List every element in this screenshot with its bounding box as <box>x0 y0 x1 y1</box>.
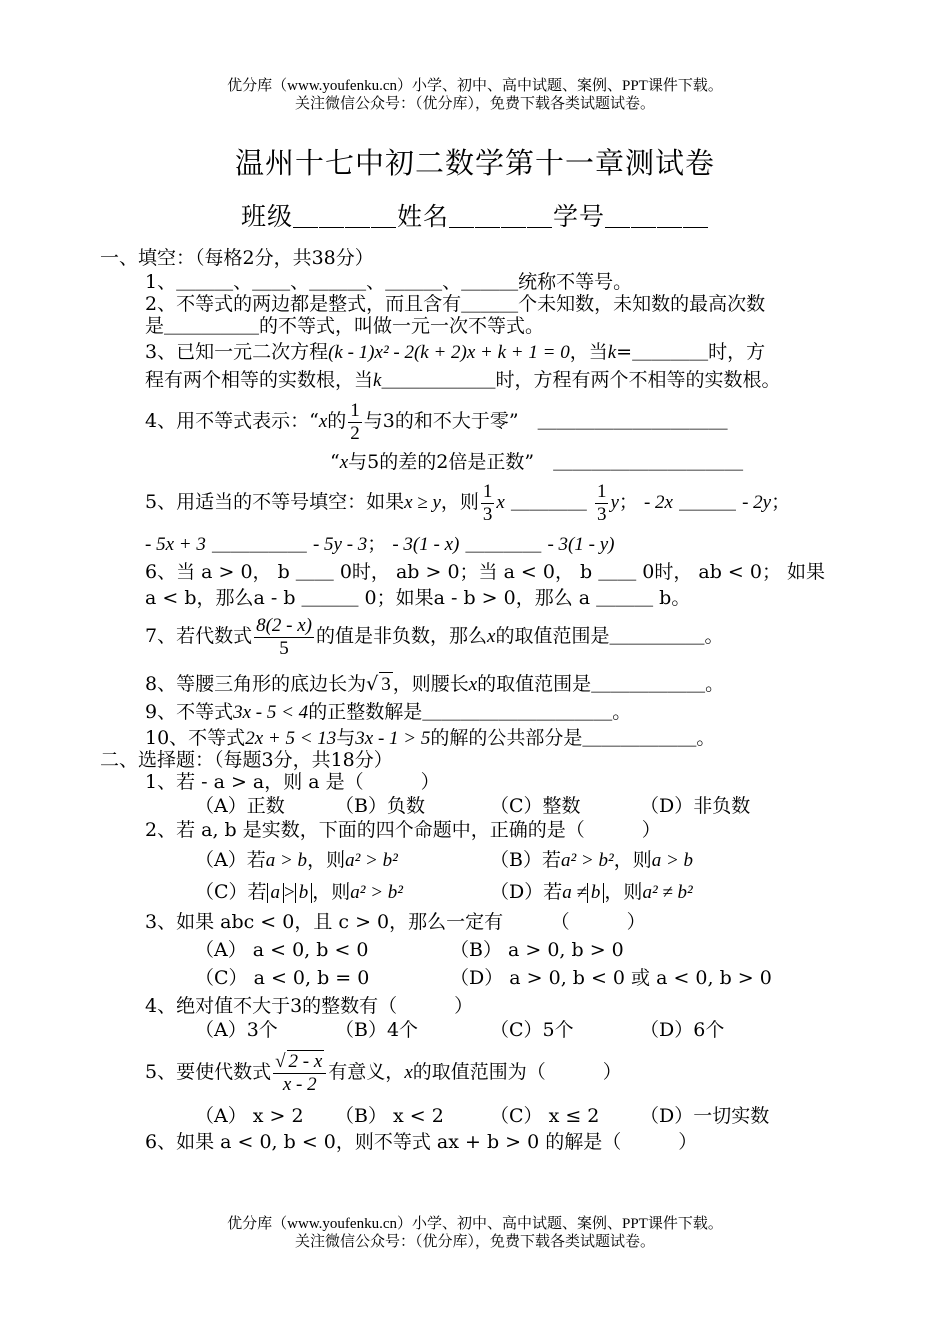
q2c-gt: > <box>284 882 295 903</box>
q2d-mid: ，则 <box>604 881 643 903</box>
q5-denominator-1: 3 <box>482 503 493 525</box>
fill-question-5-line-1 <box>145 478 790 527</box>
choice-2-option-d <box>490 880 693 905</box>
q5b-expr-4: - 3(1 - y) <box>547 534 615 555</box>
choice-4-option-c: （C）5个 <box>490 1019 574 1041</box>
q5-condition: x ≥ y <box>404 492 441 513</box>
q2c-result: a² > b² <box>350 882 403 903</box>
choice-1-option-b: （B）负数 <box>335 795 425 817</box>
choice-question-2: 2、若 a, b 是实数，下面的四个命题中，正确的是（ ） <box>145 819 661 841</box>
q5-x: x <box>496 492 505 513</box>
choice-1-option-a: （A）正数 <box>195 795 285 817</box>
choice-question-1: 1、若 - a > a，则 a 是（ ） <box>145 771 440 793</box>
fill-question-6-line-2: a < b，那么a - b ＿＿＿ 0；如果a - b > 0，那么 a ＿＿＿ b。 <box>145 587 691 609</box>
q9-inequality: 3x - 5 < 4 <box>233 702 309 723</box>
q5-fraction-2 <box>595 481 609 526</box>
q3-tail: =＿＿＿＿时，方 <box>616 341 766 363</box>
q5-sep-2: ； <box>771 491 791 513</box>
fill-question-8 <box>145 672 724 697</box>
q5-denominator-2: 3 <box>596 503 607 525</box>
q10-inequality-2: 3x - 1 > 5 <box>355 728 431 749</box>
q2b-cond: a² > b² <box>560 850 614 871</box>
choice-5-option-a: （A） x > 2 <box>195 1105 304 1127</box>
choice-question-5 <box>145 1046 622 1099</box>
q9-tail: 的正整数解是＿＿＿＿＿＿＿＿＿＿。 <box>308 701 632 723</box>
q5-then: ，则 <box>440 491 479 513</box>
q8-tail: 的取值范围是＿＿＿＿＿＿。 <box>477 673 725 695</box>
q2d-result: a² ≠ b² <box>642 882 693 903</box>
q3-equation: (k - 1)x² - 2(k + 2)x + k + 1 = 0 <box>328 342 570 363</box>
choice-5-option-d: （D）一切实数 <box>640 1105 770 1127</box>
q8-radicand: 3 <box>381 674 391 695</box>
q2a-mid: ，则 <box>307 849 346 871</box>
exam-title: 温州十七中初二数学第十一章测试卷 <box>234 146 715 180</box>
section-1-heading: 一、填空：（每格2分，共38分） <box>100 247 374 269</box>
q5-blank-1: ＿＿＿＿ <box>510 491 587 513</box>
q4b-x: x <box>339 452 349 473</box>
choice-4-option-b: （B）4个 <box>335 1019 419 1041</box>
q5-numerator-2: 1 <box>596 480 607 502</box>
q5c-radicand: 2 - x <box>288 1051 323 1072</box>
q5c-x: x <box>404 1062 413 1083</box>
fill-question-6-line-1: 6、当 a > 0， b ＿＿ 0时， ab > 0；当 a < 0， b ＿＿ 0时， ab < 0； 如果 <box>145 561 826 583</box>
q5c-denominator: x - 2 <box>282 1074 317 1095</box>
q4b-open: “ <box>330 451 340 473</box>
fill-question-7 <box>145 612 723 661</box>
choice-5-option-b: （B） x < 2 <box>335 1105 444 1127</box>
q3b-tail: ＿＿＿＿＿＿时，方程有两个不相等的实数根。 <box>381 369 781 391</box>
q4-numerator: 1 <box>350 399 360 421</box>
choice-question-4: 4、绝对值不大于3的整数有（ ） <box>145 995 474 1017</box>
q5b-sep: ； <box>367 533 387 555</box>
q4-denominator: 2 <box>350 422 360 444</box>
q2d-a: a ≠ <box>562 882 587 903</box>
q5b-expr-2: - 5y - 3 <box>312 534 368 555</box>
fill-question-2-line-1: 2、不等式的两边都是整式，而且含有＿＿＿个未知数，未知数的最高次数 <box>145 293 766 315</box>
q5-expr-3: - 2y <box>742 492 772 513</box>
page-header-line-1: 优分库（www.youfenku.cn）小学、初中、高中试题、案例、PPT课件下载。 <box>227 78 723 94</box>
q2d-abs-b: b <box>587 883 605 903</box>
q8-prefix: 8、等腰三角形的底边长为 <box>145 673 367 695</box>
q4b-rest: 与5的差的2倍是正数” <box>348 451 535 473</box>
q8-mid: ，则腰长 <box>392 673 469 695</box>
q7-numerator: 8(2 - x) <box>256 614 313 636</box>
q7-tail: 的取值范围是＿＿＿＿＿。 <box>495 625 724 647</box>
q4b-answer-blank: ＿＿＿＿＿＿＿＿＿＿ <box>553 451 744 473</box>
q10-prefix: 10、不等式 <box>145 727 246 749</box>
page-footer-line-1: 优分库（www.youfenku.cn）小学、初中、高中试题、案例、PPT课件下载。 <box>227 1216 723 1232</box>
choice-2-option-b <box>490 848 693 873</box>
q9-prefix: 9、不等式 <box>145 701 234 723</box>
choice-3-option-b: （B） a > 0, b > 0 <box>450 939 624 961</box>
student-info-line: 班级＿＿＿＿姓名＿＿＿＿学号＿＿＿＿ <box>240 202 709 231</box>
q5c-fraction <box>273 1050 326 1096</box>
q8-x: x <box>468 674 478 695</box>
q3b-k: k <box>373 370 382 391</box>
q5-blank-2: ＿＿＿ <box>679 491 737 513</box>
q5-expr-2: - 2x <box>643 492 673 513</box>
q7-x: x <box>487 626 496 647</box>
q5b-blank-2: ＿＿＿＿ <box>465 533 542 555</box>
q3-k: k <box>607 342 617 363</box>
q2c-abs-a: a <box>267 883 285 903</box>
q5-sep-1: ； <box>618 491 638 513</box>
fill-question-3-line-2 <box>145 368 780 393</box>
choice-1-option-c: （C）整数 <box>490 795 581 817</box>
sqrt-symbol-icon: √ <box>275 1051 286 1072</box>
choice-3-option-c: （C） a < 0, b = 0 <box>195 967 370 989</box>
sqrt-symbol-icon: √ <box>366 673 379 695</box>
choice-2-option-a <box>195 848 398 873</box>
fill-question-5-line-2 <box>145 532 614 557</box>
q2b-result: a > b <box>651 850 694 871</box>
q4-answer-blank: ＿＿＿＿＿＿＿＿＿＿ <box>537 410 728 432</box>
q2c-mid: ，则 <box>312 881 351 903</box>
q5c-prefix: 5、要使代数式 <box>145 1061 272 1083</box>
q2c-pre: （C）若 <box>195 881 267 903</box>
q10-inequality-1: 2x + 5 < 13 <box>245 728 337 749</box>
q5-y: y <box>610 492 619 513</box>
choice-4-option-d: （D）6个 <box>640 1019 725 1041</box>
fill-question-3-line-1 <box>145 340 765 365</box>
choice-question-6: 6、如果 a < 0, b < 0，则不等式 ax + b > 0 的解是（ ） <box>145 1131 698 1153</box>
q7-mid: 的值是非负数，那么 <box>316 625 488 647</box>
q3-prefix: 3、已知一元二次方程 <box>145 341 329 363</box>
q2b-mid: ，则 <box>613 849 652 871</box>
q5b-expr-3: - 3(1 - x) <box>392 534 460 555</box>
q5-fraction-1 <box>481 481 495 526</box>
fill-question-2-line-2: 是＿＿＿＿＿的不等式，叫做一元一次不等式。 <box>145 315 545 337</box>
section-2-heading: 二、选择题：（每题3分，共18分） <box>100 749 393 771</box>
q2c-abs-b: b <box>295 883 313 903</box>
fill-question-9 <box>145 700 631 725</box>
q7-prefix: 7、若代数式 <box>145 625 253 647</box>
q2a-cond: a > b <box>265 850 308 871</box>
q3b-prefix: 程有两个相等的实数根，当 <box>145 369 374 391</box>
page-footer-line-2: 关注微信公众号：（优分库），免费下载各类试题试卷。 <box>294 1234 655 1250</box>
q2d-pre: （D）若 <box>490 881 563 903</box>
page-header-line-2: 关注微信公众号：（优分库），免费下载各类试题试卷。 <box>294 96 655 112</box>
choice-5-option-c: （C） x ≤ 2 <box>490 1105 600 1127</box>
q4-fraction <box>348 400 362 445</box>
q5-prefix: 5、用适当的不等号填空：如果 <box>145 491 405 513</box>
choice-3-option-a: （A） a < 0, b < 0 <box>195 939 369 961</box>
q2a-pre: （A）若 <box>195 849 266 871</box>
q10-and: 与 <box>336 727 356 749</box>
fill-question-4-line-1 <box>145 397 728 446</box>
q5-numerator-1: 1 <box>482 480 493 502</box>
q4-of: 的 <box>327 410 347 432</box>
q7-denominator: 5 <box>279 637 289 659</box>
choice-question-3: 3、如果 abc < 0，且 c > 0，那么一定有 （ ） <box>145 911 646 933</box>
q4-rest: 与3的和不大于零” <box>363 410 519 432</box>
fill-question-1: 1、＿＿＿、＿＿、＿＿＿、＿＿＿、＿＿＿统称不等号。 <box>145 271 633 293</box>
choice-1-option-d: （D）非负数 <box>640 795 751 817</box>
q5c-numerator <box>273 1050 326 1074</box>
q5c-mid: 有意义， <box>328 1061 405 1083</box>
q10-tail: 的解的公共部分是＿＿＿＿＿＿。 <box>430 727 716 749</box>
choice-4-option-a: （A）3个 <box>195 1019 278 1041</box>
q5b-expr-1: - 5x + 3 <box>145 534 206 555</box>
fill-question-4-line-2 <box>330 450 743 475</box>
q5b-blank-1: ＿＿＿＿＿ <box>211 533 307 555</box>
q5c-tail: 的取值范围为（ ） <box>412 1061 622 1083</box>
q2b-pre: （B）若 <box>490 849 561 871</box>
choice-3-option-d: （D） a > 0, b < 0 或 a < 0, b > 0 <box>450 967 772 989</box>
q3-mid: ，当 <box>569 341 608 363</box>
q7-fraction <box>254 615 314 660</box>
choice-2-option-c <box>195 880 403 905</box>
q4-x: x <box>318 411 328 432</box>
q2a-result: a² > b² <box>345 850 398 871</box>
q4-prefix: 4、用不等式表示：“ <box>145 410 319 432</box>
